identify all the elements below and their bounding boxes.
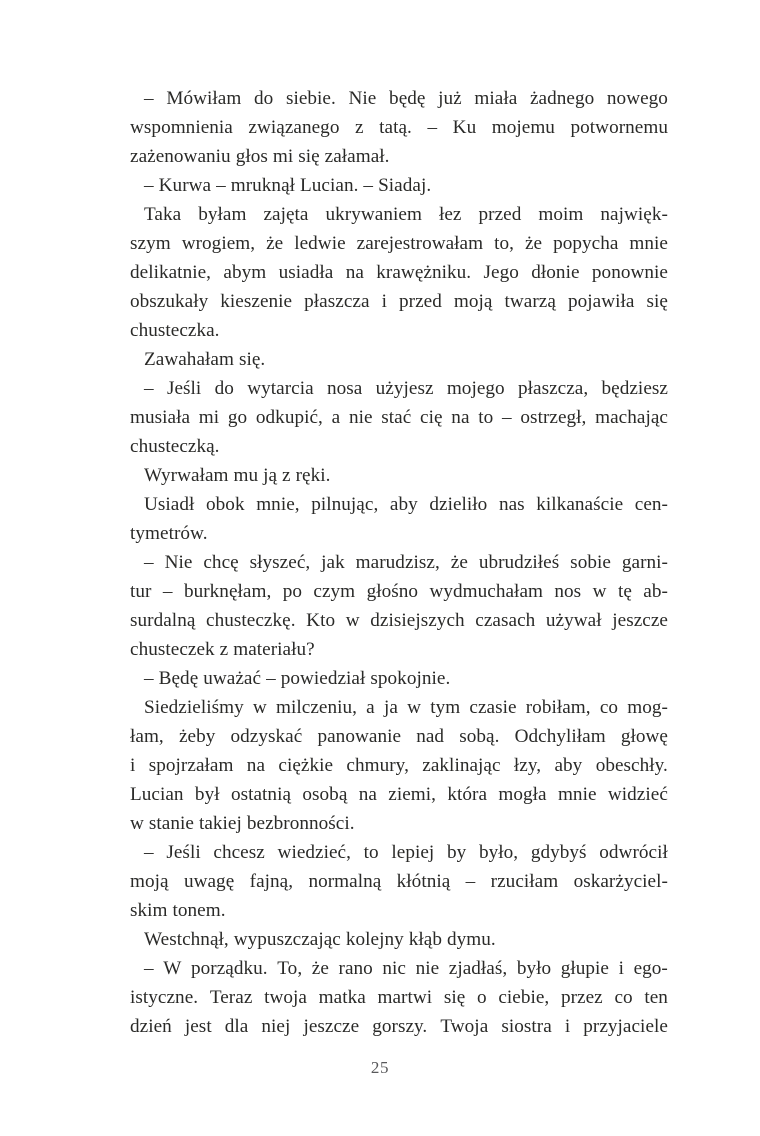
text-line: surdalną chusteczkę. Kto w dzisiejszych czasach używał jeszcze [130, 610, 668, 631]
text-line: dzień jest dla niej jeszcze gorszy. Twoja siostra i przyjaciele [130, 1016, 668, 1037]
text-line: Lucian był ostatnią osobą na ziemi, która mogła mnie widzieć [130, 784, 668, 805]
text-line: Wyrwałam mu ją z ręki. [144, 465, 331, 486]
text-line: musiała mi go odkupić, a nie stać cię na to – ostrzegł, machając [130, 407, 668, 428]
text-line: delikatnie, abym usiadła na krawężniku. Jego dłonie ponownie [130, 262, 668, 283]
text-line: Westchnął, wypuszczając kolejny kłąb dymu. [144, 929, 496, 950]
paragraph [130, 84, 668, 171]
text-line: – Mówiłam do siebie. Nie będę już miała żadnego nowego [144, 88, 668, 109]
text-line: Zawahałam się. [144, 349, 266, 370]
text-line: – Kurwa – mruknął Lucian. – Siadaj. [144, 175, 432, 196]
text-line: moją uwagę fajną, normalną kłótnią – rzuciłam oskarżyciel- [130, 871, 668, 892]
body-text-block [130, 84, 668, 1041]
paragraph [130, 925, 668, 954]
text-line: chusteczek z materiału? [130, 639, 315, 660]
paragraph [130, 461, 668, 490]
paragraph [130, 548, 668, 664]
paragraph [130, 664, 668, 693]
text-line: szym wrogiem, że ledwie zarejestrowałam to, że popycha mnie [130, 233, 668, 254]
paragraph [130, 374, 668, 461]
text-line: – W porządku. To, że rano nic nie zjadłaś, było głupie i ego- [144, 958, 668, 979]
text-line: tur – burknęłam, po czym głośno wydmuchałam nos w tę ab- [130, 581, 668, 602]
text-line: chusteczka. [130, 320, 220, 341]
paragraph [130, 200, 668, 345]
text-line: chusteczką. [130, 436, 220, 457]
paragraph [130, 345, 668, 374]
text-line: zażenowaniu głos mi się załamał. [130, 146, 390, 167]
text-line: i spojrzałam na ciężkie chmury, zaklinając łzy, aby obeschły. [130, 755, 668, 776]
text-line: – Jeśli do wytarcia nosa użyjesz mojego płaszcza, będziesz [144, 378, 668, 399]
paragraph [130, 171, 668, 200]
page-number: 25 [370, 1058, 390, 1077]
text-line: Usiadł obok mnie, pilnując, aby dzieliło nas kilkanaście cen- [144, 494, 668, 515]
text-line: obszukały kieszenie płaszcza i przed moją twarzą pojawiła się [130, 291, 668, 312]
text-line: Taka byłam zajęta ukrywaniem łez przed moim najwięk- [144, 204, 668, 225]
text-line: – Będę uważać – powiedział spokojnie. [144, 668, 451, 689]
text-line: w stanie takiej bezbronności. [130, 813, 355, 834]
text-line: – Nie chcę słyszeć, jak marudzisz, że ubrudziłeś sobie garni- [144, 552, 668, 573]
text-line: łam, żeby odzyskać panowanie nad sobą. Odchyliłam głowę [130, 726, 668, 747]
text-line: – Jeśli chcesz wiedzieć, to lepiej by było, gdybyś odwrócił [144, 842, 668, 863]
text-line: istyczne. Teraz twoja matka martwi się o ciebie, przez co ten [130, 987, 668, 1008]
text-line: Siedzieliśmy w milczeniu, a ja w tym czasie robiłam, co mog- [144, 697, 668, 718]
paragraph [130, 838, 668, 925]
paragraph [130, 490, 668, 548]
text-line: tymetrów. [130, 523, 208, 544]
paragraph [130, 954, 668, 1041]
text-line: wspomnienia związanego z tatą. – Ku mojemu potwornemu [130, 117, 668, 138]
paragraph [130, 693, 668, 838]
text-line: skim tonem. [130, 900, 226, 921]
